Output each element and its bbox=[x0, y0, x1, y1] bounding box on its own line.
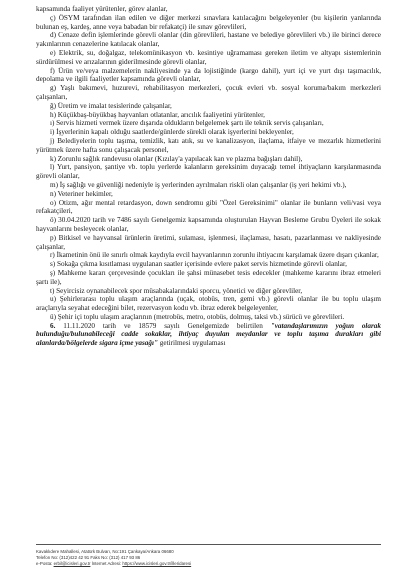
document-body bbox=[36, 5, 381, 348]
quoted-text: "vatandaşlarımızın yoğun olarak bulunduğu/bulunabileceği cadde sokaklar, ihtiyaç duyulan meydanlar ve toplu taşıma durakları gibi alanlarda/bölgelerde sigara içme yasağı" bbox=[36, 321, 381, 348]
list-item-o: o) Otizm, ağır mental retardasyon, down sendromu gibi "Özel Gereksinimi" olanlar ile bunların veli/vasi veya refakatçileri, bbox=[36, 198, 381, 216]
list-item-n: n) Veteriner hekimler, bbox=[50, 189, 113, 198]
footer-contact bbox=[36, 561, 381, 567]
list-item-l: l) Yurt, pansiyon, şantiye vb. toplu yerlerde kalanların gereksinim duyacağı temel ihtiyaçların karşılanmasında görevli olanlar, bbox=[36, 163, 381, 181]
footer-phone-fax: Telefon No: (312)422 42 91 Faks No: (312) 417 93 86 bbox=[36, 555, 141, 560]
website-label: İnternet Adresi: bbox=[90, 561, 123, 566]
list-item-p: p) Bitkisel ve hayvansal ürünlerin üretimi, sulaması, işlenmesi, ilaçlaması, hasatı, pazarlanması ve nakliyesinde çalışanlar, bbox=[36, 233, 381, 251]
list-item-e: e) Elektrik, su, doğalgaz, telekomünikasyon vb. kesintiye uğramaması gereken iletim ve altyapı sistemlerinin sürdürülmesi ve arızalarının giderilmesinde görevli olanlar, bbox=[36, 48, 381, 66]
list-item-c-cedilla: ç) ÖSYM tarafından ilan edilen ve diğer merkezi sınavlara katılacağını belgeleyenler (bu kişilerin yanlarında bulunan eş, kardeş, anne veya babadan bir refakatçi) ile sınav görevlileri, bbox=[36, 13, 381, 31]
website-link[interactable]: https://www.icisleri.gov.tr/illeridaresi bbox=[122, 561, 192, 566]
list-item-d: d) Cenaze defin işlemlerinde görevli olanlar (din görevlileri, hastane ve belediye görevlileri vb.) ile birinci derece yakınlarının cenazelerine katılacak olanlar, bbox=[36, 31, 381, 49]
list-item-h: h) Küçükbaş-büyükbaş hayvanları otlatanlar, arıcılık faaliyetini yürütenler, bbox=[50, 110, 265, 119]
list-item-u: u) Şehirlerarası toplu ulaşım araçlarında (uçak, otobüs, tren, gemi vb.) görevli olanlar ile bu toplu ulaşım araçlarıyla seyahat edeceğini bilet, rezervasyon kodu vb. ibraz ederek belgeleyenler, bbox=[36, 295, 381, 313]
paragraph-number: 6. bbox=[50, 321, 56, 330]
list-item-s: s) Sokağa çıkma kısıtlaması uygulanan saatler içerisinde evlere paket servis hizmetinde görevli olanlar, bbox=[50, 260, 347, 269]
numbered-paragraph-6 bbox=[36, 322, 381, 348]
list-item-i: i) İşyerlerinin kapalı olduğu saatlerde/günlerde sürekli olarak işyerlerini bekleyenler, bbox=[50, 128, 294, 137]
list-item-u-umlaut: ü) Şehir içi toplu ulaşım araçlarının (metrobüs, metro, otobüs, dolmuş, taksi vb.) sürücü ve görevlileri. bbox=[50, 312, 345, 321]
paragraph-text-end: getirilmesi uygulaması bbox=[157, 339, 226, 348]
list-item-g: g) Yaşlı bakımevi, huzurevi, rehabilitasyon merkezleri, çocuk evleri vb. sosyal koruma/bakım merkezleri çalışanları, bbox=[36, 84, 381, 101]
list-item-t: t) Seyircisiz oynanabilecek spor müsabakalarındaki sporcu, yönetici ve diğer görevliler, bbox=[50, 286, 303, 295]
footer-address: Kavaklıdere Mahallesi, Atatürk Bulvarı, No:191 Çankaya/Ankara 06680 bbox=[36, 549, 174, 554]
list-item-m: m) İş sağlığı ve güvenliği nedeniyle iş yerlerinden ayrılmaları riskli olan çalışanlar (iş yeri hekimi vb.), bbox=[50, 180, 347, 189]
page-footer bbox=[36, 549, 381, 567]
list-item-g-breve: ğ) Üretim ve imalat tesislerinde çalışanlar, bbox=[50, 101, 172, 110]
list-item-j: j) Belediyelerin toplu taşıma, temizlik, katı atık, su ve kanalizasyon, ilaçlama, itfaiye ve mezarlık hizmetlerini yürütmek üzere hafta sonu çalışacak personel, bbox=[36, 136, 381, 154]
paragraph-continuation: kapsamında faaliyet yürütenler, görev alanlar, bbox=[36, 5, 168, 13]
list-item-s-cedilla: ş) Mahkeme kararı çerçevesinde çocukları ile şahsi münasebet tesis edecekler (mahkeme kararını ibraz etmeleri şartı ile), bbox=[36, 268, 381, 286]
email-label: e-Posta: bbox=[36, 561, 54, 566]
list-item-dotless-i: ı) Servis hizmeti vermek üzere dışarıda oldukların belgelemek şartı ile teknik servis çalışanları, bbox=[50, 119, 324, 128]
footer-divider bbox=[36, 544, 381, 545]
email-link[interactable]: erbil@icisleri.gov.tr bbox=[53, 561, 91, 566]
list-item-o-umlaut: ö) 30.04.2020 tarih ve 7486 sayılı Genelgemiz kapsamında oluşturulan Hayvan Besleme Grubu Üyeleri ile sokak hayvanlarını besleyecek olanlar, bbox=[36, 216, 381, 233]
list-item-k: k) Zorunlu sağlık randevusu olanlar (Kızılay'a yapılacak kan ve plazma bağışları dahil), bbox=[50, 154, 303, 163]
paragraph-text: 11.11.2020 tarih ve 18579 sayılı Genelgemizde belirtilen bbox=[55, 321, 271, 330]
list-item-f: f) Ürün ve/veya malzemelerin nakliyesinde ya da lojistiğinde (kargo dahil), yurt içi ve yurt dışı taşımacılık, depolama ve ilgili faaliyetler kapsamında görevli olanlar, bbox=[36, 66, 381, 84]
list-item-r: r) İkametinin önü ile sınırlı olmak kaydıyla evcil hayvanlarının zorunlu ihtiyacını karşılamak üzere dışarı çıkanlar, bbox=[50, 251, 379, 260]
